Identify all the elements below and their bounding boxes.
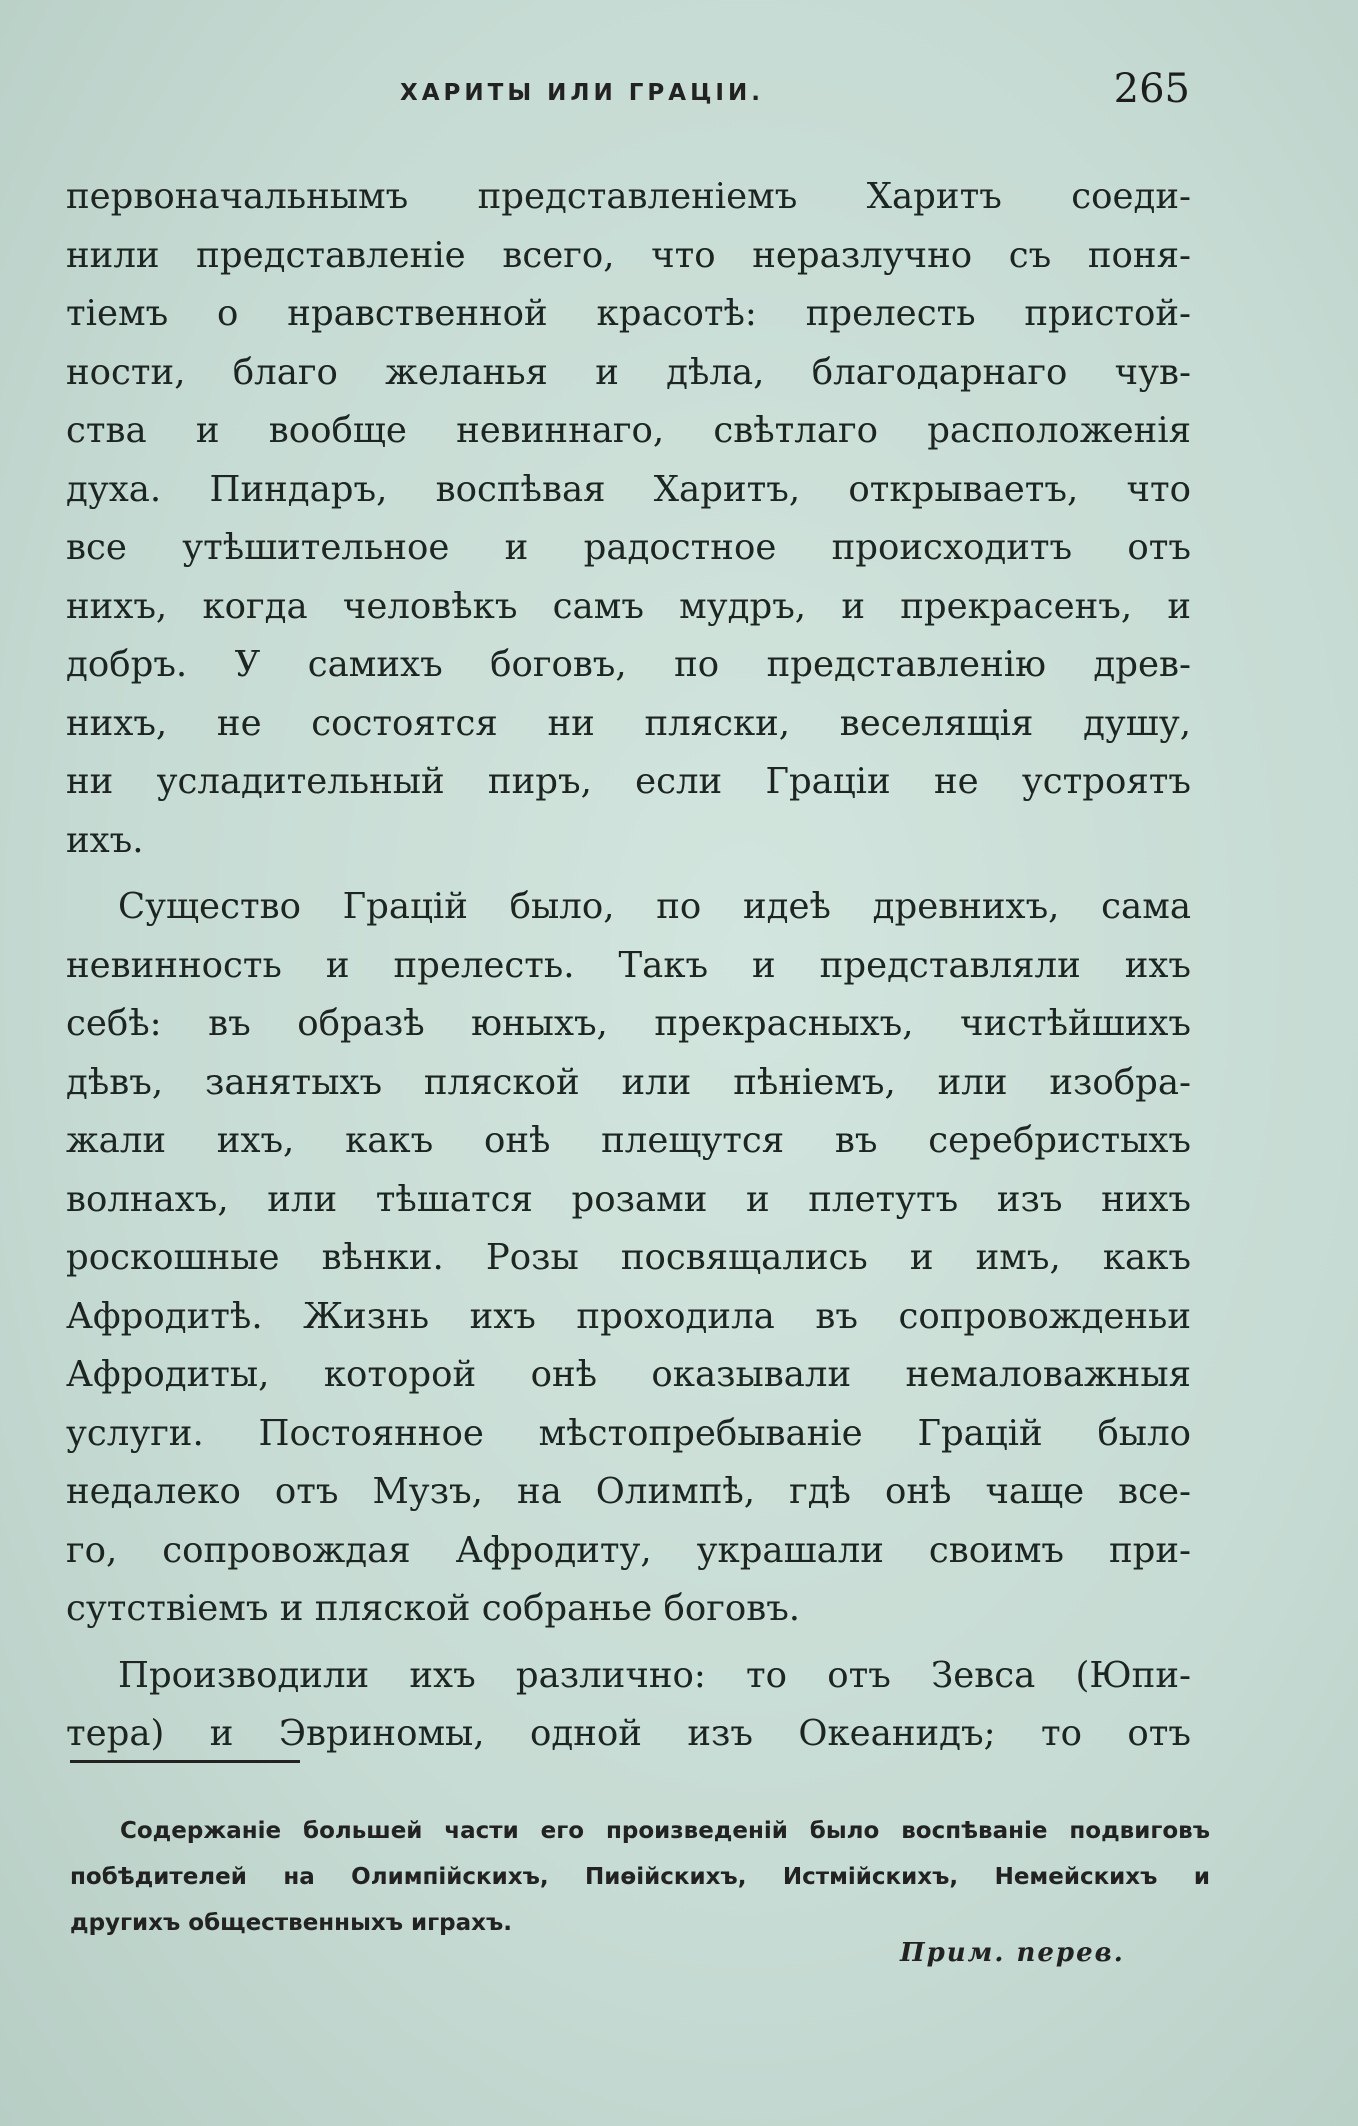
text-line: нихъ, когда человѣкъ самъ мудръ, и прекрасенъ, и bbox=[66, 585, 1191, 627]
page-header bbox=[60, 66, 1190, 116]
paragraph-1 bbox=[66, 168, 1191, 870]
text-line: ности, благо желанья и дѣла, благодарнаго чув- bbox=[66, 351, 1191, 393]
footnote-line: Содержаніе большей части его произведеній было воспѣваніе подвиговъ bbox=[120, 1818, 1210, 1844]
text-line: себѣ: въ образѣ юныхъ, прекрасныхъ, чистѣйшихъ bbox=[66, 1003, 1191, 1044]
paragraph-3 bbox=[66, 1647, 1191, 1764]
text-line: услуги. Постоянное мѣстопребываніе Грацій было bbox=[66, 1412, 1191, 1454]
footnote-line: другихъ общественныхъ играхъ. bbox=[70, 1910, 512, 1936]
footnote-rule bbox=[70, 1760, 300, 1763]
text-line: тіемъ о нравственной красотѣ: прелесть пристой- bbox=[66, 293, 1191, 334]
text-line: нили представленіе всего, что неразлучно съ поня- bbox=[66, 234, 1191, 276]
text-line: жали ихъ, какъ онѣ плещутся въ серебристыхъ bbox=[66, 1120, 1191, 1161]
text-line: добръ. У самихъ боговъ, по представленію древ- bbox=[66, 644, 1191, 685]
text-line: Афродиты, которой онѣ оказывали немаловажныя bbox=[66, 1354, 1191, 1395]
body-text bbox=[66, 168, 1191, 1764]
text-line: духа. Пиндаръ, воспѣвая Харитъ, открываетъ, что bbox=[66, 468, 1191, 510]
text-line: ни усладительный пиръ, если Граціи не устроятъ bbox=[66, 761, 1191, 802]
text-line: го, сопровождая Афродиту, украшали своимъ при- bbox=[66, 1529, 1191, 1571]
text-line: ства и вообще невиннаго, свѣтлаго расположенія bbox=[66, 410, 1191, 451]
footnote bbox=[70, 1808, 1210, 1946]
page-number: 265 bbox=[1113, 66, 1190, 112]
text-line: тера) и Эвриномы, одной изъ Океанидъ; то отъ bbox=[66, 1713, 1191, 1754]
text-line: Производили ихъ различно: то отъ Зевса (Юпи- bbox=[118, 1654, 1191, 1696]
paragraph-2 bbox=[66, 878, 1191, 1639]
text-line: роскошные вѣнки. Розы посвящались и имъ, какъ bbox=[66, 1237, 1191, 1278]
text-line: Афродитѣ. Жизнь ихъ проходила въ сопровожденьи bbox=[66, 1295, 1191, 1337]
translator-note-signature: Прим. перев. bbox=[900, 1938, 1125, 1968]
text-line: нихъ, не состоятся ни пляски, веселящія душу, bbox=[66, 702, 1191, 744]
footnote-line: побѣдителей на Олимпійскихъ, Пиѳійскихъ, Истмійскихъ, Немейскихъ и bbox=[70, 1864, 1210, 1890]
text-line: первоначальнымъ представленіемъ Харитъ соеди- bbox=[66, 176, 1191, 217]
text-line: волнахъ, или тѣшатся розами и плетутъ изъ нихъ bbox=[66, 1178, 1191, 1220]
text-line: невинность и прелесть. Такъ и представляли ихъ bbox=[66, 944, 1191, 986]
text-line: сутствіемъ и пляской собранье боговъ. bbox=[66, 1588, 801, 1629]
text-line: все утѣшительное и радостное происходитъ отъ bbox=[66, 527, 1191, 568]
text-line: дѣвъ, занятыхъ пляской или пѣніемъ, или изобра- bbox=[66, 1061, 1191, 1103]
text-line: недалеко отъ Музъ, на Олимпѣ, гдѣ онѣ чаще все- bbox=[66, 1471, 1191, 1512]
text-line: ихъ. bbox=[66, 819, 144, 861]
text-line: Существо Грацій было, по идеѣ древнихъ, сама bbox=[118, 886, 1191, 927]
running-title: ХАРИТЫ ИЛИ ГРАЦІИ. bbox=[400, 80, 764, 106]
